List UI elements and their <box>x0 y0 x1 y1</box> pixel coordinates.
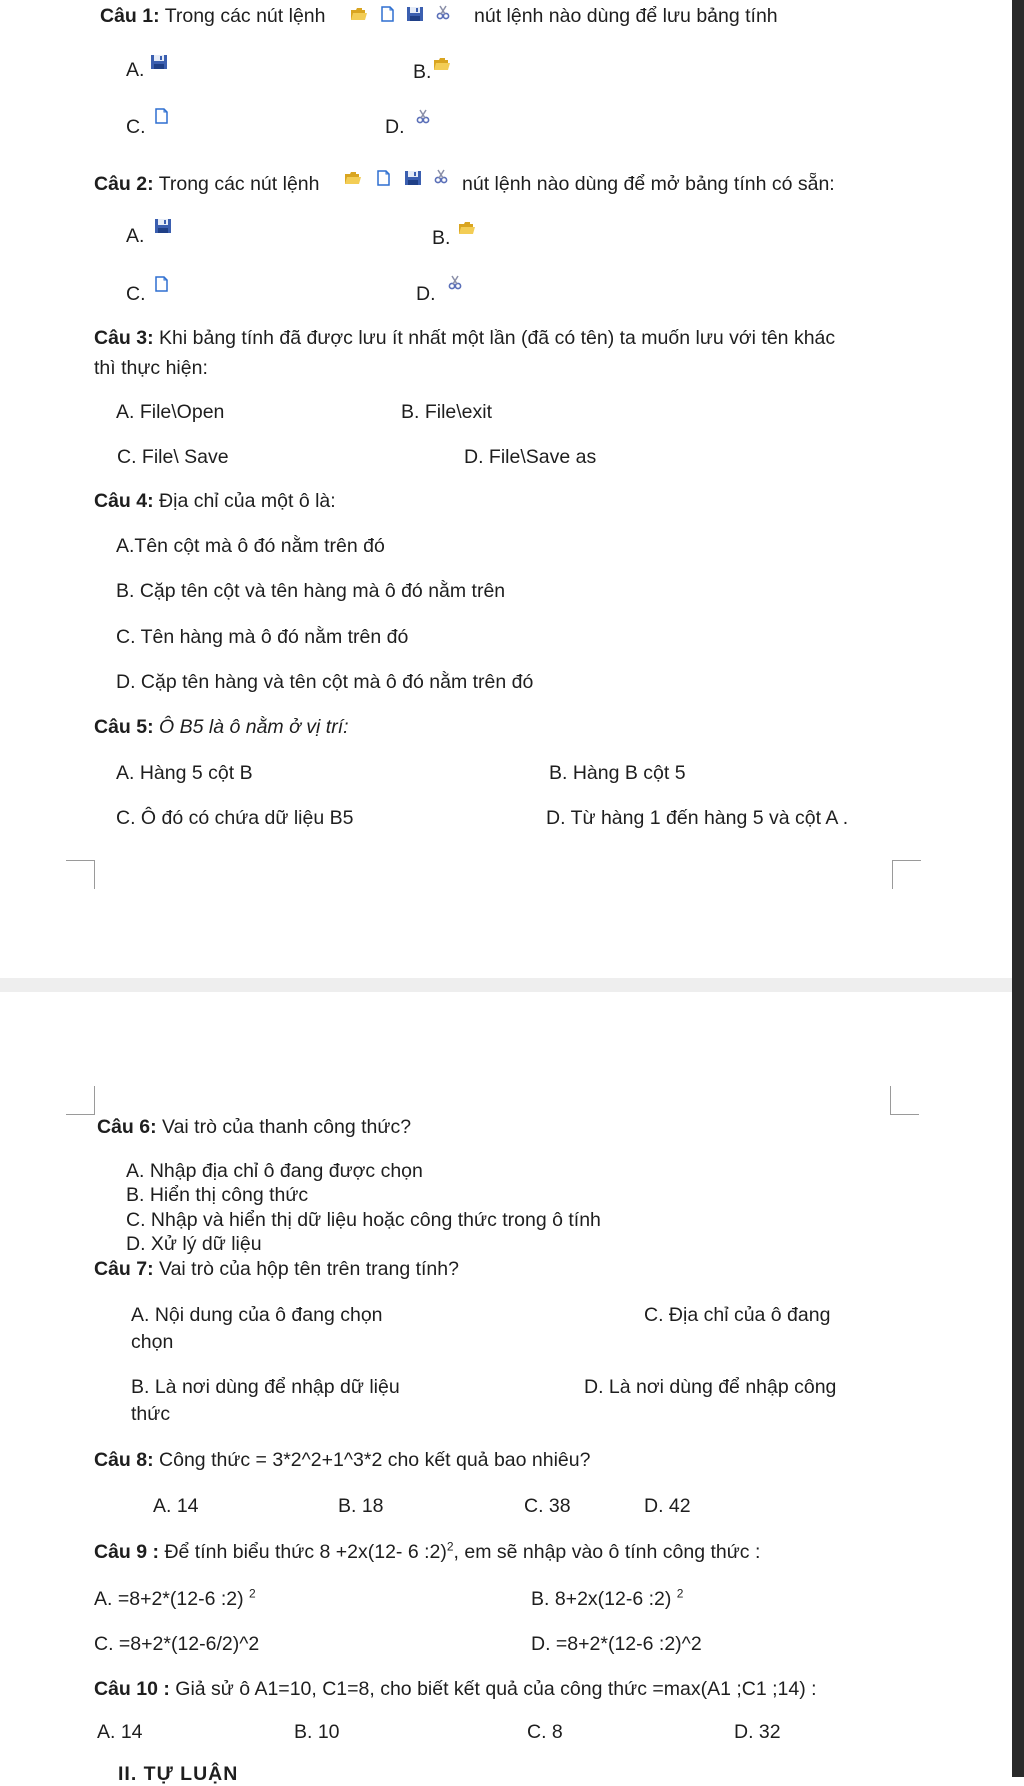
cut-icon <box>432 168 450 184</box>
q1-option-a: A. <box>126 59 145 81</box>
q4-label: Câu 4: <box>94 490 154 512</box>
q2-option-c: C. <box>126 283 146 305</box>
q5-option-d: D. Từ hàng 1 đến hàng 5 và cột A . <box>546 807 849 829</box>
q5-option-b: B. Hàng B cột 5 <box>549 762 686 784</box>
margin-corner-mark <box>892 860 921 889</box>
save-icon <box>406 6 424 22</box>
q1-text-before: Trong các nút lệnh <box>164 5 326 27</box>
q1-option-d: D. <box>385 116 405 138</box>
q6-option-d: D. Xử lý dữ liệu <box>126 1233 262 1255</box>
q3-option-a: A. File\Open <box>116 401 225 423</box>
margin-corner-mark <box>890 1086 919 1115</box>
cut-icon <box>414 108 432 124</box>
q2-option-d: D. <box>416 283 436 305</box>
q10-stem <box>94 1677 817 1701</box>
q8-option-d: D. 42 <box>644 1495 691 1517</box>
q6-text: Vai trò của thanh công thức? <box>162 1116 412 1138</box>
q6-option-a: A. Nhập địa chỉ ô đang được chọn <box>126 1160 423 1182</box>
q2-text-before: Trong các nút lệnh <box>158 173 320 195</box>
open-folder-icon <box>344 170 362 186</box>
q5-label: Câu 5: <box>94 716 154 738</box>
q3-option-c: C. File\ Save <box>117 446 229 468</box>
q9-option-d: D. =8+2*(12-6 :2)^2 <box>531 1633 702 1655</box>
q3-option-b: B. File\exit <box>401 401 493 423</box>
cut-icon <box>434 4 452 20</box>
q10-option-b: B. 10 <box>294 1721 340 1743</box>
q2-option-a: A. <box>126 225 145 247</box>
q3-stem-continued: thì thực hiện: <box>94 357 208 379</box>
q5-stem <box>94 715 349 739</box>
q4-option-d: D. Cặp tên hàng và tên cột mà ô đó nằm trên đó <box>116 671 534 693</box>
q2-option-b: B. <box>432 227 451 249</box>
q2-stem <box>94 172 319 196</box>
page-break <box>0 978 1012 992</box>
open-folder-icon <box>458 220 476 236</box>
q8-option-b: B. 18 <box>338 1495 384 1517</box>
q1-option-b: B. <box>413 61 432 83</box>
q8-text: Công thức = 3*2^2+1^3*2 cho kết quả bao nhiêu? <box>159 1449 591 1471</box>
q9-text-before: Để tính biểu thức 8 +2x(12- 6 :2) <box>164 1541 447 1563</box>
q10-option-c: C. 8 <box>527 1721 563 1743</box>
q9-stem <box>94 1540 760 1564</box>
q7-option-c: C. Địa chỉ của ô đang <box>644 1304 831 1326</box>
q5-option-c: C. Ô đó có chứa dữ liệu B5 <box>116 807 354 829</box>
q7-option-d-continued: thức <box>131 1403 171 1425</box>
q7-stem <box>94 1257 459 1281</box>
q7-option-a: A. Nội dung của ô đang chọn <box>131 1304 383 1326</box>
q1-label: Câu 1: <box>100 5 160 27</box>
q9-text-after: , em sẽ nhập vào ô tính công thức : <box>453 1541 761 1563</box>
q8-stem <box>94 1448 590 1472</box>
q9-option-b <box>531 1587 683 1611</box>
q3-text: Khi bảng tính đã được lưu ít nhất một lần (đã có tên) ta muốn lưu với tên khác <box>159 327 836 349</box>
q8-option-c: C. 38 <box>524 1495 571 1517</box>
q4-text: Địa chỉ của một ô là: <box>159 490 336 512</box>
margin-corner-mark <box>66 1086 95 1115</box>
q5-option-a: A. Hàng 5 cột B <box>116 762 253 784</box>
q7-text: Vai trò của hộp tên trên trang tính? <box>159 1258 459 1280</box>
save-icon <box>150 54 168 70</box>
q9-option-b-exponent: 2 <box>676 1586 684 1601</box>
q9-option-a <box>94 1587 256 1611</box>
q9-option-a-exponent: 2 <box>249 1586 256 1601</box>
q7-option-d: D. Là nơi dùng để nhập công <box>584 1376 837 1398</box>
q2-label: Câu 2: <box>94 173 154 195</box>
q7-label: Câu 7: <box>94 1258 154 1280</box>
q4-option-b: B. Cặp tên cột và tên hàng mà ô đó nằm trên <box>116 580 506 602</box>
q10-option-a: A. 14 <box>97 1721 143 1743</box>
q8-option-a: A. 14 <box>153 1495 199 1517</box>
q7-option-c-continued: chọn <box>131 1331 174 1353</box>
q7-option-b: B. Là nơi dùng để nhập dữ liệu <box>131 1376 400 1398</box>
q2-text-after: nút lệnh nào dùng để mở bảng tính có sẵn: <box>462 173 835 195</box>
q9-option-b-text: B. 8+2x(12-6 :2) <box>531 1588 677 1610</box>
q9-exponent: 2 <box>446 1539 454 1554</box>
new-file-icon <box>152 108 170 124</box>
q6-option-c: C. Nhập và hiển thị dữ liệu hoặc công thức trong ô tính <box>126 1209 601 1231</box>
section-heading-essay: II. TỰ LUẬN <box>118 1763 239 1785</box>
q10-option-d: D. 32 <box>734 1721 781 1743</box>
new-file-icon <box>374 170 392 186</box>
q8-label: Câu 8: <box>94 1449 154 1471</box>
q9-option-c: C. =8+2*(12-6/2)^2 <box>94 1633 260 1655</box>
q1-option-c: C. <box>126 116 146 138</box>
new-file-icon <box>152 276 170 292</box>
save-icon <box>154 218 172 234</box>
new-file-icon <box>378 6 396 22</box>
open-folder-icon <box>433 56 451 72</box>
save-icon <box>404 170 422 186</box>
q10-label: Câu 10 : <box>94 1678 170 1700</box>
q4-option-a: A.Tên cột mà ô đó nằm trên đó <box>116 535 385 557</box>
margin-corner-mark <box>66 860 95 889</box>
open-folder-icon <box>350 6 368 22</box>
q3-stem <box>94 326 835 350</box>
q3-label: Câu 3: <box>94 327 154 349</box>
q4-option-c: C. Tên hàng mà ô đó nằm trên đó <box>116 626 409 648</box>
q6-option-b: B. Hiển thị công thức <box>126 1184 309 1206</box>
q10-text: Giả sử ô A1=10, C1=8, cho biết kết quả của công thức =max(A1 ;C1 ;14) : <box>175 1678 817 1700</box>
page-edge <box>1012 0 1024 1777</box>
q4-stem <box>94 489 336 513</box>
q9-option-a-text: A. =8+2*(12-6 :2) <box>94 1588 250 1610</box>
q9-label: Câu 9 : <box>94 1541 160 1563</box>
q1-stem <box>100 4 325 28</box>
q1-text-after: nút lệnh nào dùng để lưu bảng tính <box>474 5 778 27</box>
q6-label: Câu 6: <box>97 1116 157 1138</box>
q3-option-d: D. File\Save as <box>464 446 597 468</box>
q5-text: Ô B5 là ô nằm ở vị trí: <box>159 716 349 738</box>
q6-stem <box>97 1115 411 1139</box>
cut-icon <box>446 274 464 290</box>
